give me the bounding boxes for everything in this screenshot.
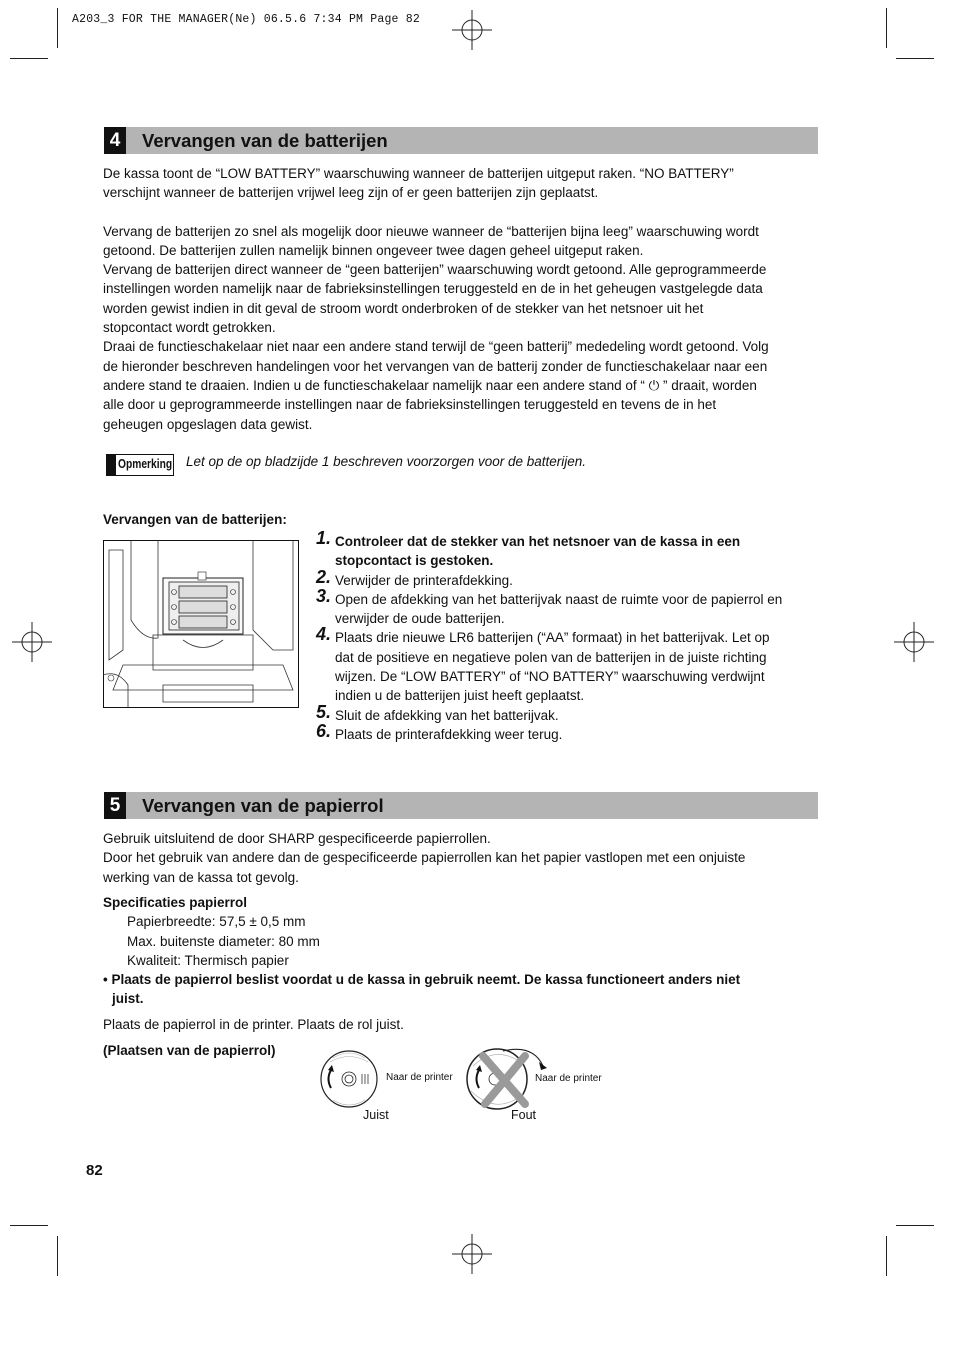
spec-item: Max. buitenste diameter: 80 mm — [127, 934, 320, 949]
instruction-text: Plaats de papierrol in de printer. Plaats de rol juist. — [103, 1017, 404, 1032]
print-header: A203_3 FOR THE MANAGER(Ne) 06.5.6 7:34 PM Page 82 — [72, 13, 420, 26]
intro-line: Gebruik uitsluitend de door SHARP gespecificeerde papierrollen. — [103, 831, 491, 846]
step-2: 2. Verwijder de printerafdekking. — [316, 566, 513, 588]
intro-line: verschijnt wanneer de batterijen vrijwel leeg zijn of er geen batterijen zijn geplaatst. — [103, 185, 599, 201]
page-number: 82 — [86, 1162, 103, 1179]
section-5-header — [104, 792, 818, 819]
intro-line: werking van de kassa tot gevolg. — [103, 869, 299, 885]
wrong-caption: Fout — [511, 1108, 537, 1122]
registration-mark-left — [12, 622, 52, 662]
body-line: instellingen worden namelijk naar de fabrieksinstellingen teruggesteld en de in het geheugen vastgelegde data — [103, 281, 763, 297]
body-line: Draai de functieschakelaar niet naar een andere stand terwijl de “geen batterij” mededeling wordt getoond. Volg — [103, 339, 769, 355]
body-line: worden gewist indien in dit geval de stroom wordt onderbroken of de stekker van het netsnoer uit het — [103, 300, 704, 316]
spec-item: Kwaliteit: Thermisch papier — [127, 953, 289, 968]
registration-mark-top — [452, 10, 492, 50]
placement-title: (Plaatsen van de papierrol) — [103, 1043, 276, 1058]
body-line: de hieronder beschreven handelingen voor het vervangen van de batterij zonder de functieschakelaar naar een — [103, 358, 768, 374]
intro-line: De kassa toont de “LOW BATTERY” waarschuwing wanneer de batterijen uitgeput raken. “NO BATTERY” — [103, 166, 734, 181]
body-line: Vervang de batterijen zo snel als mogelijk door nieuwe wanneer de “batterijen bijna leeg” waarschuwing wordt — [103, 223, 759, 239]
paper-roll-correct-diagram — [318, 1048, 380, 1110]
warning-line: • Plaats de papierrol beslist voordat u de kassa in gebruik neemt. De kassa functioneert anders niet — [103, 972, 741, 987]
section-4-number: 4 — [104, 127, 126, 154]
step-4: 4. Plaats drie nieuwe LR6 batterijen (“AA” formaat) in het batterijvak. Let op dat de positieve en negatieve polen van de batterijen in de juiste richting wijzen. De “LOW BATTERY” of “NO BATTERY” waarschuwing verdwijnt indien u de batterijen juist heeft geplaatst. — [316, 624, 770, 704]
battery-compartment-illustration — [103, 540, 299, 708]
registration-mark-bottom — [452, 1234, 492, 1274]
section-5-intro — [103, 829, 819, 887]
body-line: Vervang de batterijen direct wanneer de “geen batterijen” waarschuwing wordt getoond. Alle geprogrammeerde — [103, 262, 767, 278]
body-line: alle door u geprogrammeerde instellingen naar de fabrieksinstellingen teruggesteld en tevens de in het — [103, 397, 717, 413]
procedure-steps — [316, 528, 821, 744]
spec-title: Specificaties papierrol — [103, 895, 248, 910]
section-5-number: 5 — [104, 792, 126, 819]
registration-mark-right — [894, 622, 934, 662]
section-4-title: Vervangen van de batterijen — [142, 130, 388, 151]
procedure-title: Vervangen van de batterijen: — [103, 512, 287, 527]
step-5: 5. Sluit de afdekking van het batterijvak. — [316, 701, 559, 723]
section-4-header — [104, 127, 818, 154]
step-3: 3. Open de afdekking van het batterijvak naast de ruimte voor de papierrol en verwijder de oude batterijen. — [316, 585, 783, 627]
body-line: stopcontact wordt getrokken. — [103, 320, 276, 336]
step-6: 6. Plaats de printerafdekking weer terug. — [316, 720, 563, 742]
warning-line: juist. — [112, 991, 144, 1006]
section-4-body — [103, 164, 819, 434]
wrong-direction-label: Naar de printer — [535, 1073, 602, 1084]
correct-direction-label: Naar de printer — [386, 1072, 453, 1083]
note-text: Let op de op bladzijde 1 beschreven voorzorgen voor de batterijen. — [186, 454, 587, 469]
note-badge — [106, 454, 174, 476]
note-label: Opmerking — [118, 457, 173, 471]
body-line: geheugen opgeslagen data gewist. — [103, 416, 313, 432]
correct-caption: Juist — [363, 1108, 389, 1122]
step-1: 1. Controleer dat de stekker van het netsnoer van de kassa in een stopcontact is gestoken. — [316, 528, 741, 569]
body-line: andere stand te draaien. Indien u de functieschakelaar namelijk naar een andere stand of “ ⏻ ” draait, worden — [103, 377, 757, 393]
body-line: getoond. De batterijen zullen namelijk binnen ongeveer twee dagen geheel uitgeput raken. — [103, 242, 644, 258]
intro-line: Door het gebruik van andere dan de gespecificeerde papierrollen kan het papier vastlopen met een onjuiste — [103, 850, 746, 866]
spec-item: Papierbreedte: 57,5 ± 0,5 mm — [127, 914, 306, 929]
section-5-title: Vervangen van de papierrol — [142, 795, 384, 816]
